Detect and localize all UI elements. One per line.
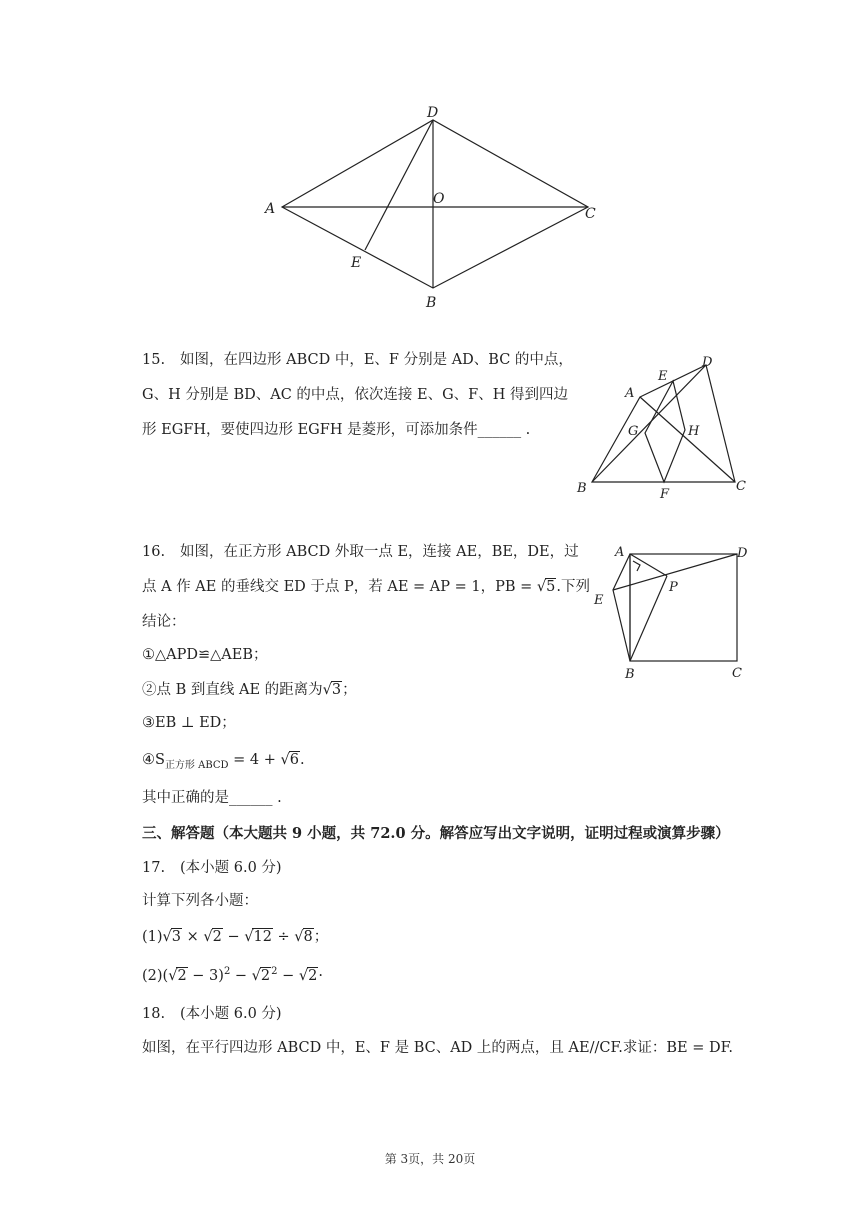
q17-part2: $(2)(√2 - 3)^2 - √2^2 - √2\cdot$ — [142, 966, 323, 984]
q18-text: 如图，在平行四边形 ABCD 中，E、F 是 BC、AD 上的两点，且 AE//CF.求证：BE = DF. — [142, 1040, 734, 1056]
q17-number: 17. — [142, 860, 166, 876]
quadrilateral-diagram — [570, 350, 760, 505]
label-B: B — [577, 481, 587, 496]
q16-line2-text: 点 A 作 AE 的垂线交 ED 于点 P，若 AE = AP = 1，PB = — [142, 579, 537, 595]
label-B: B — [625, 667, 635, 682]
label-B: B — [426, 295, 437, 311]
label-C: C — [732, 666, 742, 681]
q16-c2-end: ； — [342, 682, 357, 698]
label-A: A — [265, 201, 276, 217]
label-A: A — [625, 386, 635, 401]
q16-line2: 点 A 作 AE 的垂线交 ED 于点 P，若 AE = AP = 1，PB = √5.下列 — [142, 579, 590, 595]
q15-line3: 形 EGFH，要使四边形 EGFH 是菱形，可添加条件______ . — [142, 422, 531, 438]
q16-c4-end: . — [300, 752, 305, 768]
page-footer: 第 3页，共 20页 — [384, 1152, 476, 1166]
label-P: P — [669, 580, 678, 595]
square-diagram — [585, 540, 755, 685]
q16-conclusion-1: ①△APD≌△AEB； — [142, 647, 268, 663]
label-E: E — [351, 255, 362, 271]
label-C: C — [585, 206, 596, 222]
q16-c2-text: ②点 B 到直线 AE 的距离为 — [142, 682, 323, 698]
q16-answer: 其中正确的是______ . — [142, 790, 282, 806]
label-G: G — [628, 424, 639, 439]
q16-sqrt6: 6 — [289, 752, 299, 768]
q16-line3: 结论： — [142, 614, 186, 630]
q16-line2-end: .下列 — [556, 579, 590, 595]
label-A: A — [615, 545, 625, 560]
q17-part2-label: (2)( — [142, 967, 169, 984]
label-F: F — [660, 487, 670, 502]
q16-conclusion-4: $④S_{正方形 ABCD} = 4 + √6$. — [142, 752, 305, 771]
label-D: D — [702, 355, 713, 370]
label-C: C — [736, 479, 746, 494]
q17-points: (本小题 6.0 分) — [180, 860, 282, 876]
rhombus-diagram — [255, 100, 605, 315]
label-D: D — [427, 105, 439, 121]
q15-line1: 如图，在四边形 ABCD 中，E、F 分别是 AD、BC 的中点， — [180, 352, 573, 368]
label-E: E — [658, 369, 668, 384]
q16-line1: 如图，在正方形 ABCD 外取一点 E，连接 AE，BE，DE，过 — [180, 544, 579, 560]
label-O: O — [433, 191, 445, 207]
q18-points: (本小题 6.0 分) — [180, 1006, 282, 1022]
q17-intro: 计算下列各小题： — [142, 893, 258, 909]
q16-sqrt5: 5 — [546, 579, 556, 595]
q15-line2: G、H 分别是 BD、AC 的中点，依次连接 E、G、F、H 得到四边 — [142, 387, 568, 403]
q15-number: 15. — [142, 352, 166, 368]
q16-c4-eq: = 4 + — [228, 752, 281, 768]
q16-sqrt3: 3 — [331, 682, 342, 698]
label-E: E — [594, 593, 604, 608]
q16-conclusion-2: ②点 B 到直线 AE 的距离为√3； — [142, 682, 357, 698]
q17-part1: (1)√3 × √2 − √12 ÷ √8； — [142, 929, 329, 945]
q16-number: 16. — [142, 544, 166, 560]
section-heading: 三、解答题（本大题共 9 小题，共 72.0 分。解答应写出文字说明，证明过程或演算步骤） — [142, 825, 730, 842]
q18-number: 18. — [142, 1006, 166, 1022]
label-H: H — [688, 424, 700, 439]
q16-c4-s: ④S — [142, 752, 165, 768]
q16-conclusion-3: ③EB ⊥ ED； — [142, 715, 236, 731]
q17-part1-label: (1) — [142, 929, 163, 945]
label-D: D — [737, 546, 748, 561]
q16-c4-sub: 正方形 ABCD — [164, 759, 229, 771]
